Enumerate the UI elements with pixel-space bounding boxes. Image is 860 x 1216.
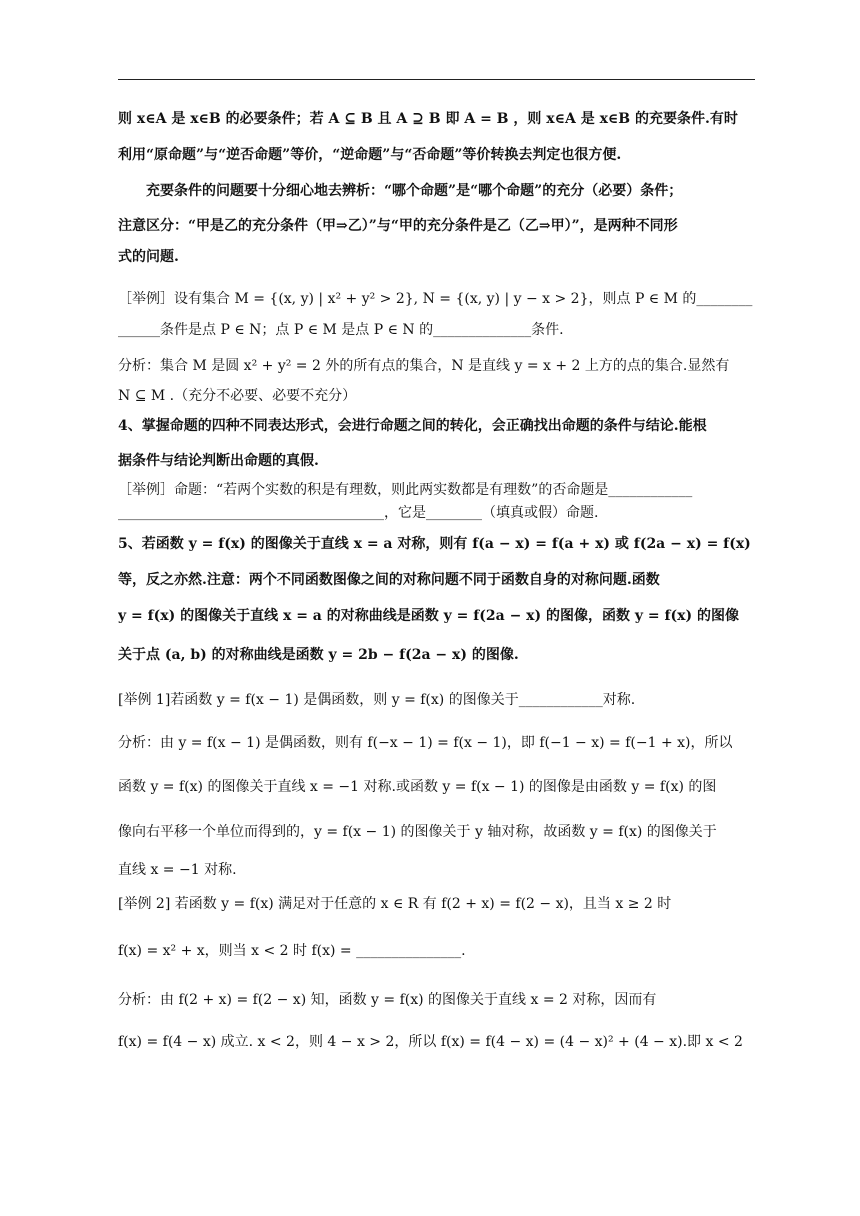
analysis-line: 分析：由 y = f(x − 1) 是偶函数，则有 f(−x − 1) = f(x − 1)，即 f(−1 − x) = f(−1 + x)，所以 xyxy=(118,735,733,751)
analysis-line: f(x) = f(4 − x) 成立. x < 2，则 4 − x > 2，所以 f(x) = f(4 − x) = (4 − x)² + (4 − x).即 x < 2 xyxy=(118,1034,743,1050)
text-line: 式的问题. xyxy=(118,249,179,265)
analysis-line: 分析：集合 M 是圆 x² + y² = 2 外的所有点的集合，N 是直线 y = x + 2 上方的点的集合.显然有 xyxy=(118,358,730,374)
header-rule xyxy=(118,79,755,80)
analysis-line: 分析：由 f(2 + x) = f(2 − x) 知，函数 y = f(x) 的图像关于直线 x = 2 对称，因而有 xyxy=(118,992,657,1008)
example-line: ______________________________________，它是________（填真或假）命题. xyxy=(118,505,599,521)
text-line: 充要条件的问题要十分细心地去辨析：“哪个命题”是“哪个命题”的充分（必要）条件； xyxy=(146,183,683,199)
text-line: 注意区分：“甲是乙的充分条件（甲⇒乙）”与“甲的充分条件是乙（乙⇒甲）”，是两种不同形 xyxy=(118,218,678,234)
analysis-line: N ⊆ M .（充分不必要、必要不充分） xyxy=(118,388,357,404)
section-text-5: 等，反之亦然.注意：两个不同函数图像之间的对称问题不同于函数自身的对称问题.函数 xyxy=(118,572,660,588)
example-line: ［举例］命题：“若两个实数的积是有理数，则此两实数都是有理数”的否命题是____________ xyxy=(118,482,693,498)
section-heading-5: 5、若函数 y = f(x) 的图像关于直线 x = a 对称，则有 f(a − x) = f(a + x) 或 f(2a − x) = f(x) xyxy=(118,536,751,552)
analysis-line: 像向右平移一个单位而得到的，y = f(x − 1) 的图像关于 y 轴对称，故函数 y = f(x) 的图像关于 xyxy=(118,824,717,840)
example-2-line: f(x) = x² + x，则当 x < 2 时 f(x) = _______________. xyxy=(118,943,466,959)
section-heading-4: 4、掌握命题的四种不同表达形式，会进行命题之间的转化，会正确找出命题的条件与结论.能根 xyxy=(118,418,707,434)
example-2-line: [举例 2] 若函数 y = f(x) 满足对于任意的 x ∈ R 有 f(2 + x) = f(2 − x)，且当 x ≥ 2 时 xyxy=(118,896,672,912)
analysis-line: 函数 y = f(x) 的图像关于直线 x = −1 对称.或函数 y = f(x − 1) 的图像是由函数 y = f(x) 的图 xyxy=(118,779,717,795)
section-text-5: 关于点 (a, b) 的对称曲线是函数 y = 2b − f(2a − x) 的图像. xyxy=(118,647,519,663)
example-1-line: [举例 1]若函数 y = f(x − 1) 是偶函数，则 y = f(x) 的图像关于____________对称. xyxy=(118,692,636,708)
example-line: ______条件是点 P ∈ N；点 P ∈ M 是点 P ∈ N 的______________条件. xyxy=(118,322,564,338)
text-line: 利用“原命题”与“逆否命题”等价，“逆命题”与“否命题”等价转换去判定也很方便. xyxy=(118,147,622,163)
text-line: 则 x∈A 是 x∈B 的必要条件；若 A ⊆ B 且 A ⊇ B 即 A = B ，则 x∈A 是 x∈B 的充要条件.有时 xyxy=(118,111,738,127)
analysis-line: 直线 x = −1 对称. xyxy=(118,862,237,878)
section-heading-4: 据条件与结论判断出命题的真假. xyxy=(118,453,319,469)
section-text-5: y = f(x) 的图像关于直线 x = a 的对称曲线是函数 y = f(2a − x) 的图像，函数 y = f(x) 的图像 xyxy=(118,608,739,624)
example-line: ［举例］设有集合 M = {(x, y) | x² + y² > 2}, N = {(x, y) | y − x > 2}，则点 P ∈ M 的________ xyxy=(118,291,753,307)
